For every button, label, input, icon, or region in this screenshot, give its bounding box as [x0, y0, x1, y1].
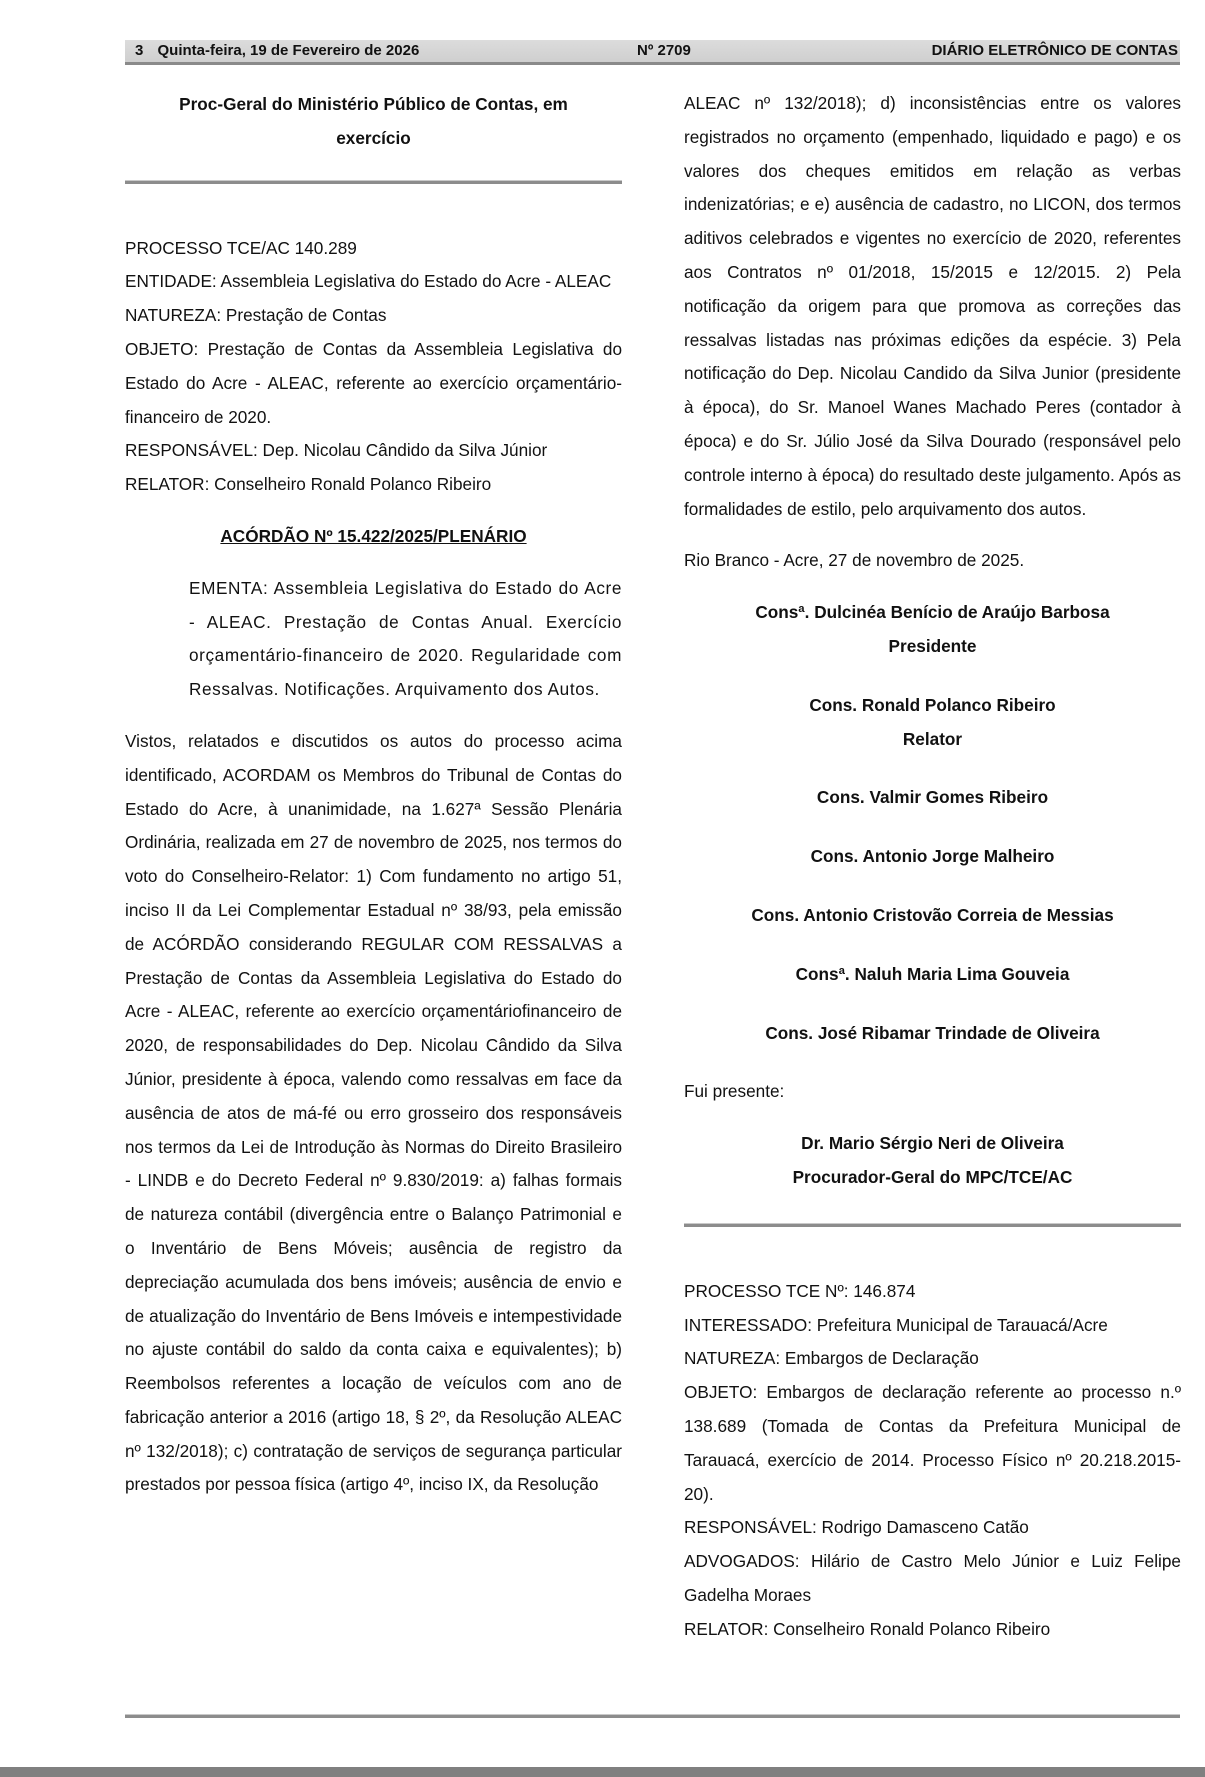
- signatory-name: Cons. Antonio Jorge Malheiro: [810, 846, 1055, 867]
- signatory: [684, 958, 1181, 992]
- procurador-name: Dr. Mario Sérgio Neri de Oliveira: [801, 1133, 1064, 1154]
- signatory: [684, 689, 1181, 757]
- signatory: [684, 781, 1181, 815]
- signatory-name: Consª. Dulcinéa Benício de Araújo Barbosa: [755, 602, 1110, 623]
- publication-date: Quinta-feira, 19 de Fevereiro de 2026: [157, 42, 420, 59]
- signatory-role: Presidente: [888, 635, 977, 656]
- signatory: [684, 596, 1181, 664]
- place-date: Rio Branco - Acre, 27 de novembro de 2025.: [684, 550, 1025, 571]
- ementa: EMENTA: Assembleia Legislativa do Estado do Acre - ALEAC. Prestação de Contas Anual. Exercício orçamentário-financeiro de 2020. Regularidade com Ressalvas. Notificações. Arquivamento dos Autos.: [189, 577, 622, 700]
- signatory-name: Cons. Valmir Gomes Ribeiro: [816, 787, 1049, 808]
- issue-number: Nº 2709: [637, 42, 691, 59]
- acordao-title: ACÓRDÃO Nº 15.422/2025/PLENÁRIO: [220, 525, 527, 546]
- advogados: ADVOGADOS: Hilário de Castro Melo Júnior e Luiz Felipe Gadelha Moraes: [684, 1551, 1181, 1605]
- interessado: INTERESSADO: Prefeitura Municipal de Tarauacá/Acre: [684, 1314, 1108, 1335]
- natureza: NATUREZA: Embargos de Declaração: [684, 1348, 979, 1369]
- header-left: [135, 40, 419, 62]
- objeto: OBJETO: Prestação de Contas da Assembleia Legislativa do Estado do Acre - ALEAC, referente ao exercício orçamentário-financeiro de 2020.: [125, 338, 622, 427]
- signatory: [684, 840, 1181, 874]
- left-column: [125, 88, 622, 1502]
- responsavel: RESPONSÁVEL: Rodrigo Damasceno Catão: [684, 1517, 1029, 1538]
- section-heading-line1: Proc-Geral do Ministério Público de Contas, em: [179, 94, 568, 114]
- page-header: [125, 40, 1180, 65]
- acordao-body-continued: ALEAC nº 132/2018); d) inconsistências entre os valores registrados no orçamento (empenhado, liquidado e pago) e os valores dos cheques emitidos em relação as verbas indenizatórias; e e) ausência de cadastro, no LICON, dos termos aditivos celebrados e vigentes no exercício de 2020, referentes aos Contratos nº 01/2018, 15/2015 e 12/2015. 2) Pela notificação da origem para que promova as correções das ressalvas listadas nas próximas edições da espécie. 3) Pela notificação do Dep. Nicolau Candido da Silva Junior (presidente à época), do Sr. Manoel Wanes Machado Peres (contador à época) e do Sr. Júlio José da Silva Dourado (responsável pelo controle interno à época) do resultado deste julgamento. Após as formalidades de estilo, pelo arquivamento dos autos.: [684, 93, 1181, 519]
- signatory: [684, 1017, 1181, 1051]
- processo-number: PROCESSO TCE Nº: 146.874: [684, 1280, 916, 1301]
- processo-number: PROCESSO TCE/AC 140.289: [125, 237, 357, 258]
- process-header-146874: [684, 1275, 1181, 1647]
- objeto: OBJETO: Embargos de declaração referente ao processo n.º 138.689 (Tomada de Contas da Prefeitura Municipal de Tarauacá, exercício de 2014. Processo Físico nº 20.218.2015-20).: [684, 1382, 1181, 1504]
- procurador-role: Procurador-Geral do MPC/TCE/AC: [792, 1166, 1073, 1187]
- process-header-140289: [125, 232, 622, 502]
- procurador-signature: [684, 1127, 1181, 1195]
- page-bottom-divider: [125, 1714, 1180, 1718]
- signatory-name: Cons. José Ribamar Trindade de Oliveira: [765, 1022, 1100, 1043]
- signatory: [684, 899, 1181, 933]
- relator: RELATOR: Conselheiro Ronald Polanco Ribeiro: [125, 474, 492, 495]
- signatory-name: Cons. Antonio Cristovão Correia de Messias: [751, 904, 1114, 925]
- right-column: [684, 87, 1181, 1646]
- section-heading-line2: exercício: [336, 127, 411, 148]
- section-heading: [125, 88, 622, 156]
- footer-band: [0, 1767, 1205, 1777]
- acordao-body: Vistos, relatados e discutidos os autos do processo acima identificado, ACORDAM os Membros do Tribunal de Contas do Estado do Acre, à unanimidade, na 1.627ª Sessão Plenária Ordinária, realizada em 27 de novembro de 2025, nos termos do voto do Conselheiro-Relator: 1) Com fundamento no artigo 51, inciso II da Lei Complementar Estadual nº 38/93, pela emissão de ACÓRDÃO considerando REGULAR COM RESSALVAS a Prestação de Contas da Assembleia Legislativa do Estado do Acre - ALEAC, referente ao exercício orçamentáriofinanceiro de 2020, de responsabilidades do Dep. Nicolau Cândido da Silva Júnior, presidente à época, valendo como ressalvas em face da ausência de atos de má-fé ou erro grosseiro dos responsáveis nos termos da Lei de Introdução às Normas do Direito Brasileiro - LINDB e do Decreto Federal nº 9.830/2019: a) falhas formais de natureza contábil (divergência entre o Balanço Patrimonial e o Inventário de Bens Móveis; ausência de registro da depreciação acumulada dos bens imóveis; ausência de envio e de atualização do Inventário de Bens Imóveis e intempestividade no ajuste contábil do saldo da conta caixa e equivalentes); b) Reembolsos referentes a locação de veículos com ano de fabricação anterior a 2016 (artigo 18, § 2º, da Resolução ALEAC nº 132/2018); c) contratação de serviços de segurança particular prestados por pessoa física (artigo 4º, inciso IX, da Resolução: [125, 730, 622, 1495]
- responsavel: RESPONSÁVEL: Dep. Nicolau Cândido da Silva Júnior: [125, 440, 548, 461]
- section-divider: [684, 1223, 1181, 1227]
- signatory-name: Consª. Naluh Maria Lima Gouveia: [795, 963, 1070, 984]
- publication-title: DIÁRIO ELETRÔNICO DE CONTAS: [931, 42, 1178, 59]
- signatory-name: Cons. Ronald Polanco Ribeiro: [809, 694, 1056, 715]
- page-number: 3: [135, 42, 144, 59]
- signatory-role: Relator: [902, 728, 963, 749]
- relator: RELATOR: Conselheiro Ronald Polanco Ribeiro: [684, 1618, 1051, 1639]
- section-divider: [125, 180, 622, 184]
- fui-presente: Fui presente:: [684, 1081, 785, 1102]
- entidade: ENTIDADE: Assembleia Legislativa do Estado do Acre - ALEAC: [125, 271, 612, 292]
- natureza: NATUREZA: Prestação de Contas: [125, 305, 387, 326]
